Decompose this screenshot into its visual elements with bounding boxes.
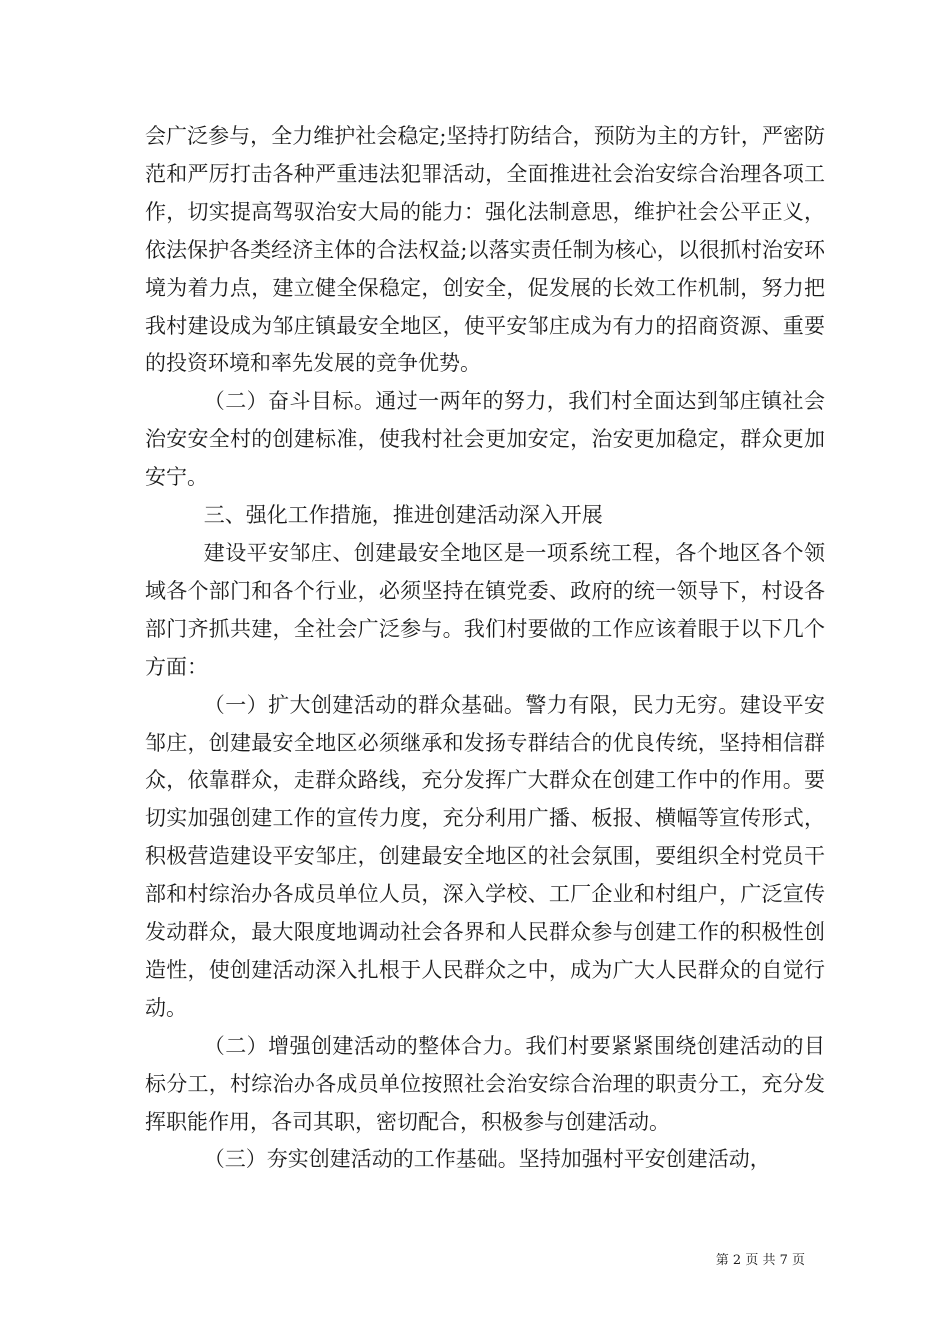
paragraph-system-project: 建设平安邹庄、创建最安全地区是一项系统工程，各个地区各个领域各个部门和各个行业，必须坚持在镇党委、政府的统一领导下，村设各部门齐抓共建，全社会广泛参与。我们村要做的工作应该着眼于以下几个方面： xyxy=(145,540,825,679)
page-number-footer: 第 2 页 共 7 页 xyxy=(715,1253,805,1268)
paragraph-overall-synergy: （二）增强创建活动的整体合力。我们村要紧紧围绕创建活动的目标分工，村综治办各成员单位按照社会治安综合治理的职责分工，充分发挥职能作用，各司其职，密切配合，积极参与创建活动。 xyxy=(145,1033,825,1134)
paragraph-continuation: 会广泛参与，全力维护社会稳定;坚持打防结合，预防为主的方针，严密防范和严厉打击各种严重违法犯罪活动，全面推进社会治安综合治理各项工作，切实提高驾驭治安大局的能力：强化法制意思，维护社会公平正义，依法保护各类经济主体的合法权益;以落实责任制为核心，以很抓村治安环境为着力点，建立健全保稳定，创安全，促发展的长效工作机制，努力把我村建设成为邹庄镇最安全地区，使平安邹庄成为有力的招商资源、重要的投资环境和率先发展的竞争优势。 xyxy=(145,124,825,376)
section-heading-three: 三、强化工作措施，推进创建活动深入开展 xyxy=(203,503,603,528)
paragraph-mass-foundation: （一）扩大创建活动的群众基础。警力有限，民力无穷。建设平安邹庄，创建最安全地区必须继承和发扬专群结合的优良传统，坚持相信群众，依靠群众，走群众路线，充分发挥广大群众在创建工作中的作用。要切实加强创建工作的宣传力度，充分利用广播、板报、横幅等宣传形式，积极营造建设平安邹庄，创建最安全地区的社会氛围，要组织全村党员干部和村综治办各成员单位人员，深入学校、工厂企业和村组户，广泛宣传发动群众，最大限度地调动社会各界和人民群众参与创建工作的积极性创造性，使创建活动深入扎根于人民群众之中，成为广大人民群众的自觉行动。 xyxy=(145,692,825,1020)
paragraph-work-foundation: （三）夯实创建活动的工作基础。坚持加强村平安创建活动， xyxy=(203,1147,771,1172)
paragraph-goal: （二）奋斗目标。通过一两年的努力，我们村全面达到邹庄镇社会治安安全村的创建标准，使我村社会更加安定，治安更加稳定，群众更加安宁。 xyxy=(145,389,825,490)
document-body xyxy=(145,118,825,1179)
